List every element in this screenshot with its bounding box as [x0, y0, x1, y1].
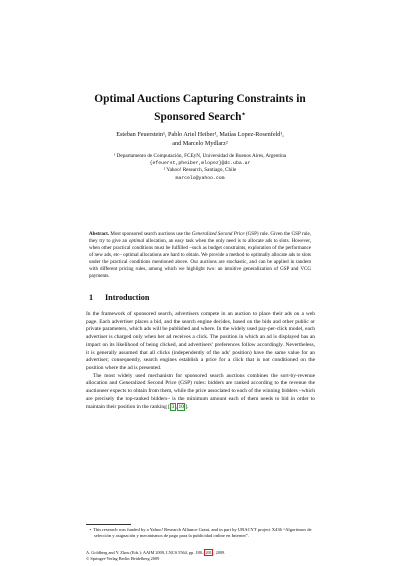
abstract: [89, 231, 311, 280]
publication-year: , 2009.: [213, 550, 226, 555]
section-number: 1: [89, 293, 94, 302]
affiliation-2: ² Yahoo! Research, Santiago, Chile: [163, 167, 237, 174]
footnote-mark: ⋆: [89, 527, 92, 532]
affiliation-1: ¹ Departamento de Computación, FCEyN, Universidad de Buenos Aires, Argentina: [113, 153, 287, 159]
title-line-2: [70, 107, 330, 125]
affiliations: [60, 153, 340, 182]
email-1: {efeuerst,pheiber,mlopez}@dc.uba.ar: [149, 161, 251, 167]
copyright-line: © Springer-Verlag Berlin Heidelberg 2009: [86, 555, 160, 561]
publication-info: [86, 550, 315, 561]
citation-link-1[interactable]: 3: [171, 403, 175, 410]
footnote-text: This research was funded by a Yahoo! Research Alliance Grant, and in part by UBACYT project X436 “Algoritmos de selección y asignación y mecanismos de pago para la publicidad online en Internet”.: [91, 527, 312, 539]
footnote-divider: [86, 524, 131, 525]
footnote: [86, 527, 315, 539]
author-list: [70, 131, 330, 148]
abstract-text-3: allocation, an easy task when the only need is to allocate ads to slots. However, when other practical conditions must be fulfilled –such as budget constraints, exploration of the performance of new ads, etc– optimal allocations are hard to obtain. We provide a method to optimally allocate ads to slots under the practical conditions mentioned above. Our auctions are stochastic, and can be applied in tandem with different pricing rules, among which we highlight two: an intuitive generalization of GSP and VCG payments.: [89, 238, 311, 279]
abstract-emph-1: Generalized Second Price: [191, 231, 245, 237]
body-text: [86, 311, 315, 411]
paper-title: [70, 92, 330, 125]
abstract-text-2: (GSP) rule. Given the GSP rule, they try to give an: [89, 231, 311, 244]
abstract-label: Abstract.: [89, 231, 110, 237]
section-title: Introduction: [105, 293, 150, 302]
abstract-emph-2: optimal: [128, 238, 145, 244]
paragraph-1: In the framework of sponsored search, advertisers compete in an auction to place their ads on a web page. Each advertiser places a bid, and the search engine decides, based on the bids and other public or private parameters, which ads will be published and where. In the widely used pay-per-click model, each advertiser is charged only when her ad receives a click. The position in which an ad is displayed has an impact on its likelihood of being clicked, and advertisers’ preferences follow accordingly. Nevertheless, it is generally assumed that all clicks (independently of the ads’ position) have the same value for an advertiser; consequently, search engines establish a price for a click that is not conditioned on the position where the ad is presented.: [86, 311, 315, 372]
citation-link-2[interactable]: 10: [178, 403, 184, 410]
authors-line-2: and Marcelo Mydlarz²: [172, 139, 228, 147]
cite-sep: ,: [175, 403, 178, 410]
section-heading: [89, 293, 149, 302]
paragraph-2-text: The most widely used mechanism for sponsored search auctions combines the sort-by-revenue allocation and Generalized Second Price (GSP) rules: bidders are ranked according to the revenue the auctioneer expects to obtain from them, while the price associated to each of the winning bidders –which are precisely the top-ranked bidders– is the minimum amount each of them needs to bid in order to maintain their position in the ranking: [86, 372, 315, 410]
paragraph-2: [86, 373, 315, 412]
email-2: marcelo@yahoo.com: [175, 175, 225, 181]
abstract-text-1: Most sponsored search auctions use the: [109, 231, 192, 237]
page-link[interactable]: 201: [205, 550, 212, 555]
publication-ref: A. Goldberg and Y. Zhou (Eds.): AAIM 2009, LNCS 5564, pp. 188–: [86, 550, 204, 555]
title-footnote-mark: ⋆: [241, 110, 246, 118]
authors-line-1: Esteban Feuerstein¹, Pablo Ariel Heiber¹, Matías Lopez-Rosenfeld¹,: [116, 131, 284, 138]
title-line-2-text: Sponsored Search: [154, 111, 242, 123]
footnote-body: [86, 527, 315, 539]
cite-close: ].: [185, 403, 189, 410]
title-line-1: Optimal Auctions Capturing Constraints in: [94, 93, 306, 105]
cite-open: [: [168, 403, 170, 410]
